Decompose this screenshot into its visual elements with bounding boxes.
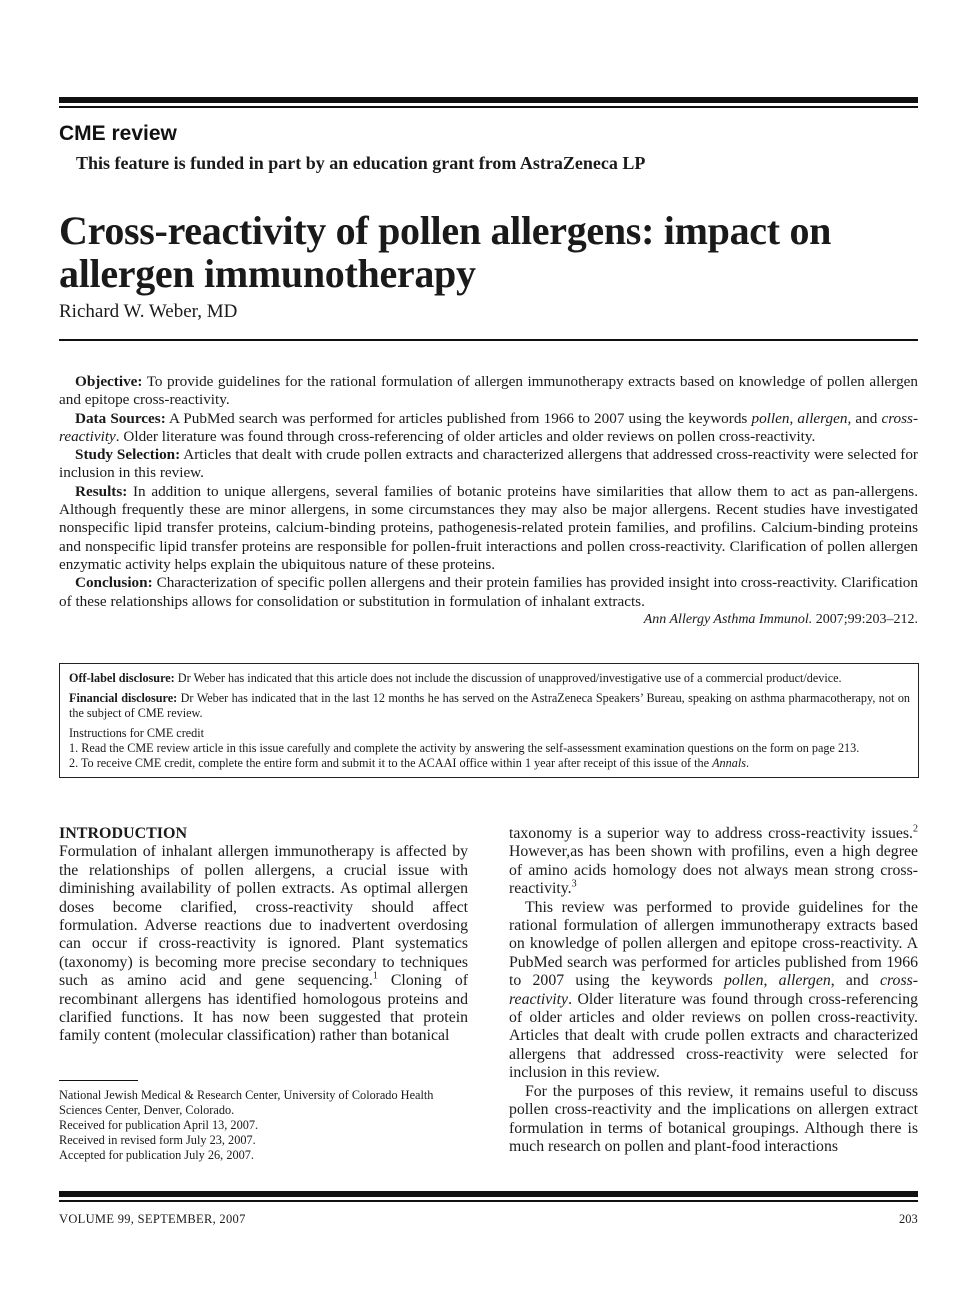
paragraph-text: issues. — [871, 825, 913, 842]
intro-paragraph-1-continued — [509, 825, 918, 899]
affiliation-note: National Jewish Medical & Research Center, University of Colorado Health Sciences Center, Denver, Colorado. — [59, 1088, 434, 1117]
paragraph-text: homology — [612, 861, 683, 879]
article-title: Cross-reactivity of pollen allergens: impact on allergen immunotherapy — [59, 208, 832, 296]
instruction-item — [69, 756, 910, 771]
paragraph-text: not — [717, 861, 745, 879]
paragraph-text: This review was performed to provide guidelines for the rational formulation of allergen immunotherapy extracts based on knowledge of pollen allergen and epitope cross-reactivity. A PubMed search was performed for articles published from 1966 to 2007 using the keywords — [509, 898, 918, 990]
offlabel-label: Off-label disclosure: — [69, 671, 175, 685]
offlabel-text: Dr Weber has indicated that this article does not include the discussion of unapproved/investigative use of a commercial product/device. — [177, 671, 842, 685]
keyword: allergen — [778, 972, 831, 990]
intro-paragraph-3: For the purposes of this review, it remains useful to discuss pollen cross-reactivity and the implications on allergen extract formulation in terms of botanical groupings. Although there is much research on pollen and plant-food interactions — [509, 1082, 918, 1155]
instruction-2-end: . — [745, 756, 749, 770]
reference-marker: 3 — [571, 878, 577, 890]
instruction-2-text: 2. To receive CME credit, complete the entire form and submit it to the ACAAI office within 1 year after receipt of this issue of the — [69, 756, 710, 770]
paragraph-text: amino — [528, 861, 574, 879]
financial-label: Financial disclosure: — [69, 691, 178, 705]
bottom-rule-thick — [59, 1191, 918, 1197]
abstract-data-sources: Data Sources: A PubMed search was performed for articles published from 1966 to 2007 using the keywords pollen, allergen, and cross-reactivity. Older literature was found through cross-referencing of older articles and older reviews on pollen cross-reactivity. — [59, 409, 919, 445]
paragraph-text: acids — [573, 861, 613, 879]
bottom-rule-thin — [59, 1200, 918, 1202]
abstract-results — [59, 483, 918, 574]
paragraph-text: shown — [650, 843, 698, 861]
financial-disclosure — [69, 691, 910, 721]
paragraph-text: has — [588, 843, 616, 861]
paragraph-text: Formulation of inhalant allergen immunotherapy is affected by the relationships of pollen allergens, a crucial issue with diminishing availability of pollen extracts. As optimal allergen doses become clarified, cross-reactivity should affect formulation. Adverse reactions due to inadvertent overdosing can occur if cross-reactivity is ignored. Plant systematics (taxonomy) is becoming more precise secondary to techniques such as amino acid and gene sequencing. — [59, 843, 468, 990]
paragraph-text: strong — [834, 861, 881, 879]
paragraph-text: taxonomy — [509, 825, 578, 842]
paragraph-text: as — [570, 843, 589, 861]
data-sources-text: A PubMed search was performed for articles published from 1966 to 2007 using the keywords — [169, 409, 748, 427]
paragraph-text: . Older literature was found through cross-referencing of older articles and older reviews on pollen cross-reactivity. Articles that dealt with crude pollen extracts and characterized allergens that addressed cross-reactivity were selected for inclusion in this review. — [509, 990, 918, 1082]
section-label: CME review — [59, 122, 177, 145]
disclosure-box — [59, 663, 919, 778]
conjunction: and — [855, 409, 878, 427]
instruction-2-journal: Annals — [712, 756, 746, 770]
conclusion-text: Characterization of specific pollen allergens and their protein families has provided insight into cross-reactivity. Clarification of these relationships allows for consolidation or substitution in formulation of inhalant extracts. — [59, 574, 918, 610]
keyword: cross-reactivity — [59, 409, 919, 445]
reference-marker: 1 — [372, 970, 378, 982]
citation-journal: Ann Allergy Asthma Immunol. — [643, 611, 813, 627]
paragraph-text: a — [829, 843, 843, 861]
paragraph-text: mean — [794, 861, 835, 879]
paragraph-text: even — [794, 843, 830, 861]
study-selection-text: Articles that dealt with crude pollen extracts and characterized allergens that addressed cross-reactivity were selected for inclusion in this review. — [59, 446, 918, 482]
paragraph-text: does — [682, 861, 718, 879]
citation — [59, 611, 918, 629]
paragraph-text: profilins, — [731, 843, 795, 861]
results-label: Results: — [75, 482, 128, 500]
paragraph-text: been — [615, 843, 651, 861]
abstract-study-selection — [59, 446, 918, 483]
paragraph-text: superior — [607, 825, 665, 842]
conjunction: , and — [830, 972, 869, 990]
top-rule-thick — [59, 97, 918, 103]
data-sources-label: Data Sources: — [75, 409, 166, 427]
paragraph-text: a — [594, 825, 608, 842]
study-selection-label: Study Selection: — [75, 446, 181, 464]
paragraph-text: However, — [509, 843, 571, 861]
paragraph-text: is — [577, 825, 595, 842]
objective-label: Objective: — [75, 373, 143, 390]
financial-text: Dr Weber has indicated that in the last 12 months he has served on the AstraZeneca Speakers’ Bureau, speaking on asthma pharmacotherapy, not on the subject of CME review. — [69, 691, 911, 720]
paragraph-text: cross-reactivity — [768, 825, 872, 842]
paragraph-text: degree — [875, 843, 918, 861]
citation-ref: 2007;99:203–212. — [815, 611, 918, 627]
body-column-right — [509, 825, 918, 1156]
intro-paragraph-2: This review was performed to provide guidelines for the rational formulation of allergen immunotherapy extracts based on knowledge of pollen allergen and epitope cross-reactivity. A PubMed search was performed for articles published from 1966 to 2007 using the keywords pollen, allergen, and cross-reactivity. Older literature was found through cross-referencing of older articles and older reviews on pollen cross-reactivity. Articles that dealt with crude pollen extracts and characterized allergens that addressed cross-reactivity were selected for inclusion in this review. — [509, 898, 918, 1082]
keyword: pollen — [751, 409, 790, 427]
body-column-left — [59, 825, 468, 1046]
intro-paragraph-1 — [59, 843, 468, 1045]
page-number: 203 — [899, 1212, 918, 1226]
abstract — [59, 373, 918, 629]
funding-statement: This feature is funded in part by an education grant from AstraZeneca LP — [76, 153, 646, 173]
instructions-title: Instructions for CME credit — [69, 726, 205, 740]
paragraph-text: always — [744, 861, 795, 879]
paragraph-text: with — [697, 843, 732, 861]
revised-note: Received in revised form July 23, 2007. — [59, 1133, 256, 1147]
paragraph-text: to — [696, 825, 715, 842]
conclusion-label: Conclusion: — [75, 574, 153, 592]
data-sources-text-end: . Older literature was found through cross-referencing of older articles and older reviews on pollen cross-reactivity. — [115, 427, 816, 445]
title-rule — [59, 339, 918, 341]
paragraph-text: Cloning of recombinant allergens has identified homologous proteins and clarified functions. It has now been suggested that protein family content (molecular classification) rather than botanical — [59, 972, 469, 1045]
top-rule-thin — [59, 106, 918, 108]
abstract-objective — [59, 373, 918, 410]
keyword: pollen — [723, 972, 764, 990]
keyword: allergen — [797, 409, 848, 427]
results-text: In addition to unique allergens, several families of botanic proteins have similarities that allow them to act as pan-allergens. Although frequently these are minor allergens, in some circumstances they may also be major allergens. Recent studies have investigated nonspecific lipid transfer proteins, calcium-binding proteins, pathogenesis-related protein families, and profilins. Calcium-binding proteins and nonspecific lipid transfer proteins are responsible for pollen-fruit interactions and pollen cross-reactivity. Clarification of pollen allergen enzymatic activity helps explain the ubiquitous nature of these proteins. — [59, 482, 918, 573]
reference-marker: 2 — [912, 823, 918, 835]
offlabel-disclosure — [69, 671, 910, 686]
received-note: Received for publication April 13, 2007. — [59, 1118, 259, 1132]
abstract-conclusion — [59, 574, 918, 611]
instruction-item: 1. Read the CME review article in this issue carefully and complete the activity by answering the self-assessment examination questions on the form on page 213. — [69, 741, 860, 755]
keyword: cross-reactivity — [509, 972, 918, 1008]
introduction-heading: INTRODUCTION — [59, 825, 188, 842]
paragraph-text: high — [842, 843, 876, 861]
accepted-note: Accepted for publication July 26, 2007. — [59, 1148, 254, 1162]
paragraph-text: of — [509, 861, 529, 879]
paragraph-text: address — [714, 825, 769, 842]
paragraph-text: cross-reactivity. — [509, 861, 918, 898]
footnotes — [59, 1088, 479, 1163]
article-author: Richard W. Weber, MD — [59, 301, 238, 322]
footer-volume: VOLUME 99, SEPTEMBER, 2007 — [59, 1212, 246, 1226]
footnote-rule — [59, 1080, 138, 1081]
objective-text: To provide guidelines for the rational formulation of allergen immunotherapy extracts based on knowledge of pollen allergen and epitope cross-reactivity. — [59, 373, 918, 409]
paragraph-text: way — [664, 825, 697, 842]
